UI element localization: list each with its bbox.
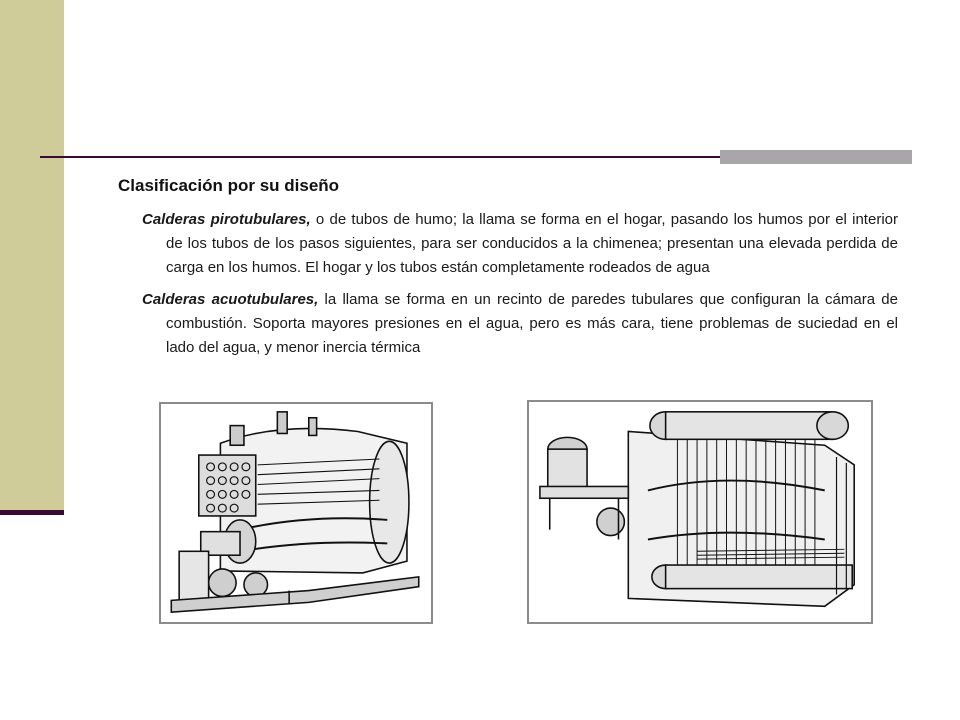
paragraph-water-tube xyxy=(142,288,898,360)
term-fire-tube: Calderas pirotubulares, xyxy=(142,211,311,228)
slide-content xyxy=(118,176,898,368)
water-tube-boiler-drawing xyxy=(529,402,871,622)
side-band-underline xyxy=(0,510,64,515)
paragraph-water-tube-text: la llama se forma en un recinto de paredes tubulares que configuran la cámara de combustión. Soporta mayores presiones en el agua, pero es más cara, tiene problemas de suciedad en el lado del agua, y menor inercia térmica xyxy=(166,291,898,356)
paragraph-fire-tube-text: o de tubos de humo; la llama se forma en el hogar, pasando los humos por el interior de los tubos de los pasos siguientes, para ser conducidos a la chimenea; presentan una elevada perdida de carga en los humos. El hogar y los tubos están completamente rodeados de agua xyxy=(166,211,898,276)
term-water-tube: Calderas acuotubulares, xyxy=(142,291,319,308)
fire-tube-boiler-illustration xyxy=(159,402,433,624)
fire-tube-boiler-drawing xyxy=(161,404,431,622)
paragraph-fire-tube xyxy=(142,208,898,280)
water-tube-boiler-illustration xyxy=(527,400,873,624)
section-title: Clasificación por su diseño xyxy=(118,176,340,195)
decorative-side-band xyxy=(0,0,64,512)
header-rule-accent xyxy=(720,150,912,164)
